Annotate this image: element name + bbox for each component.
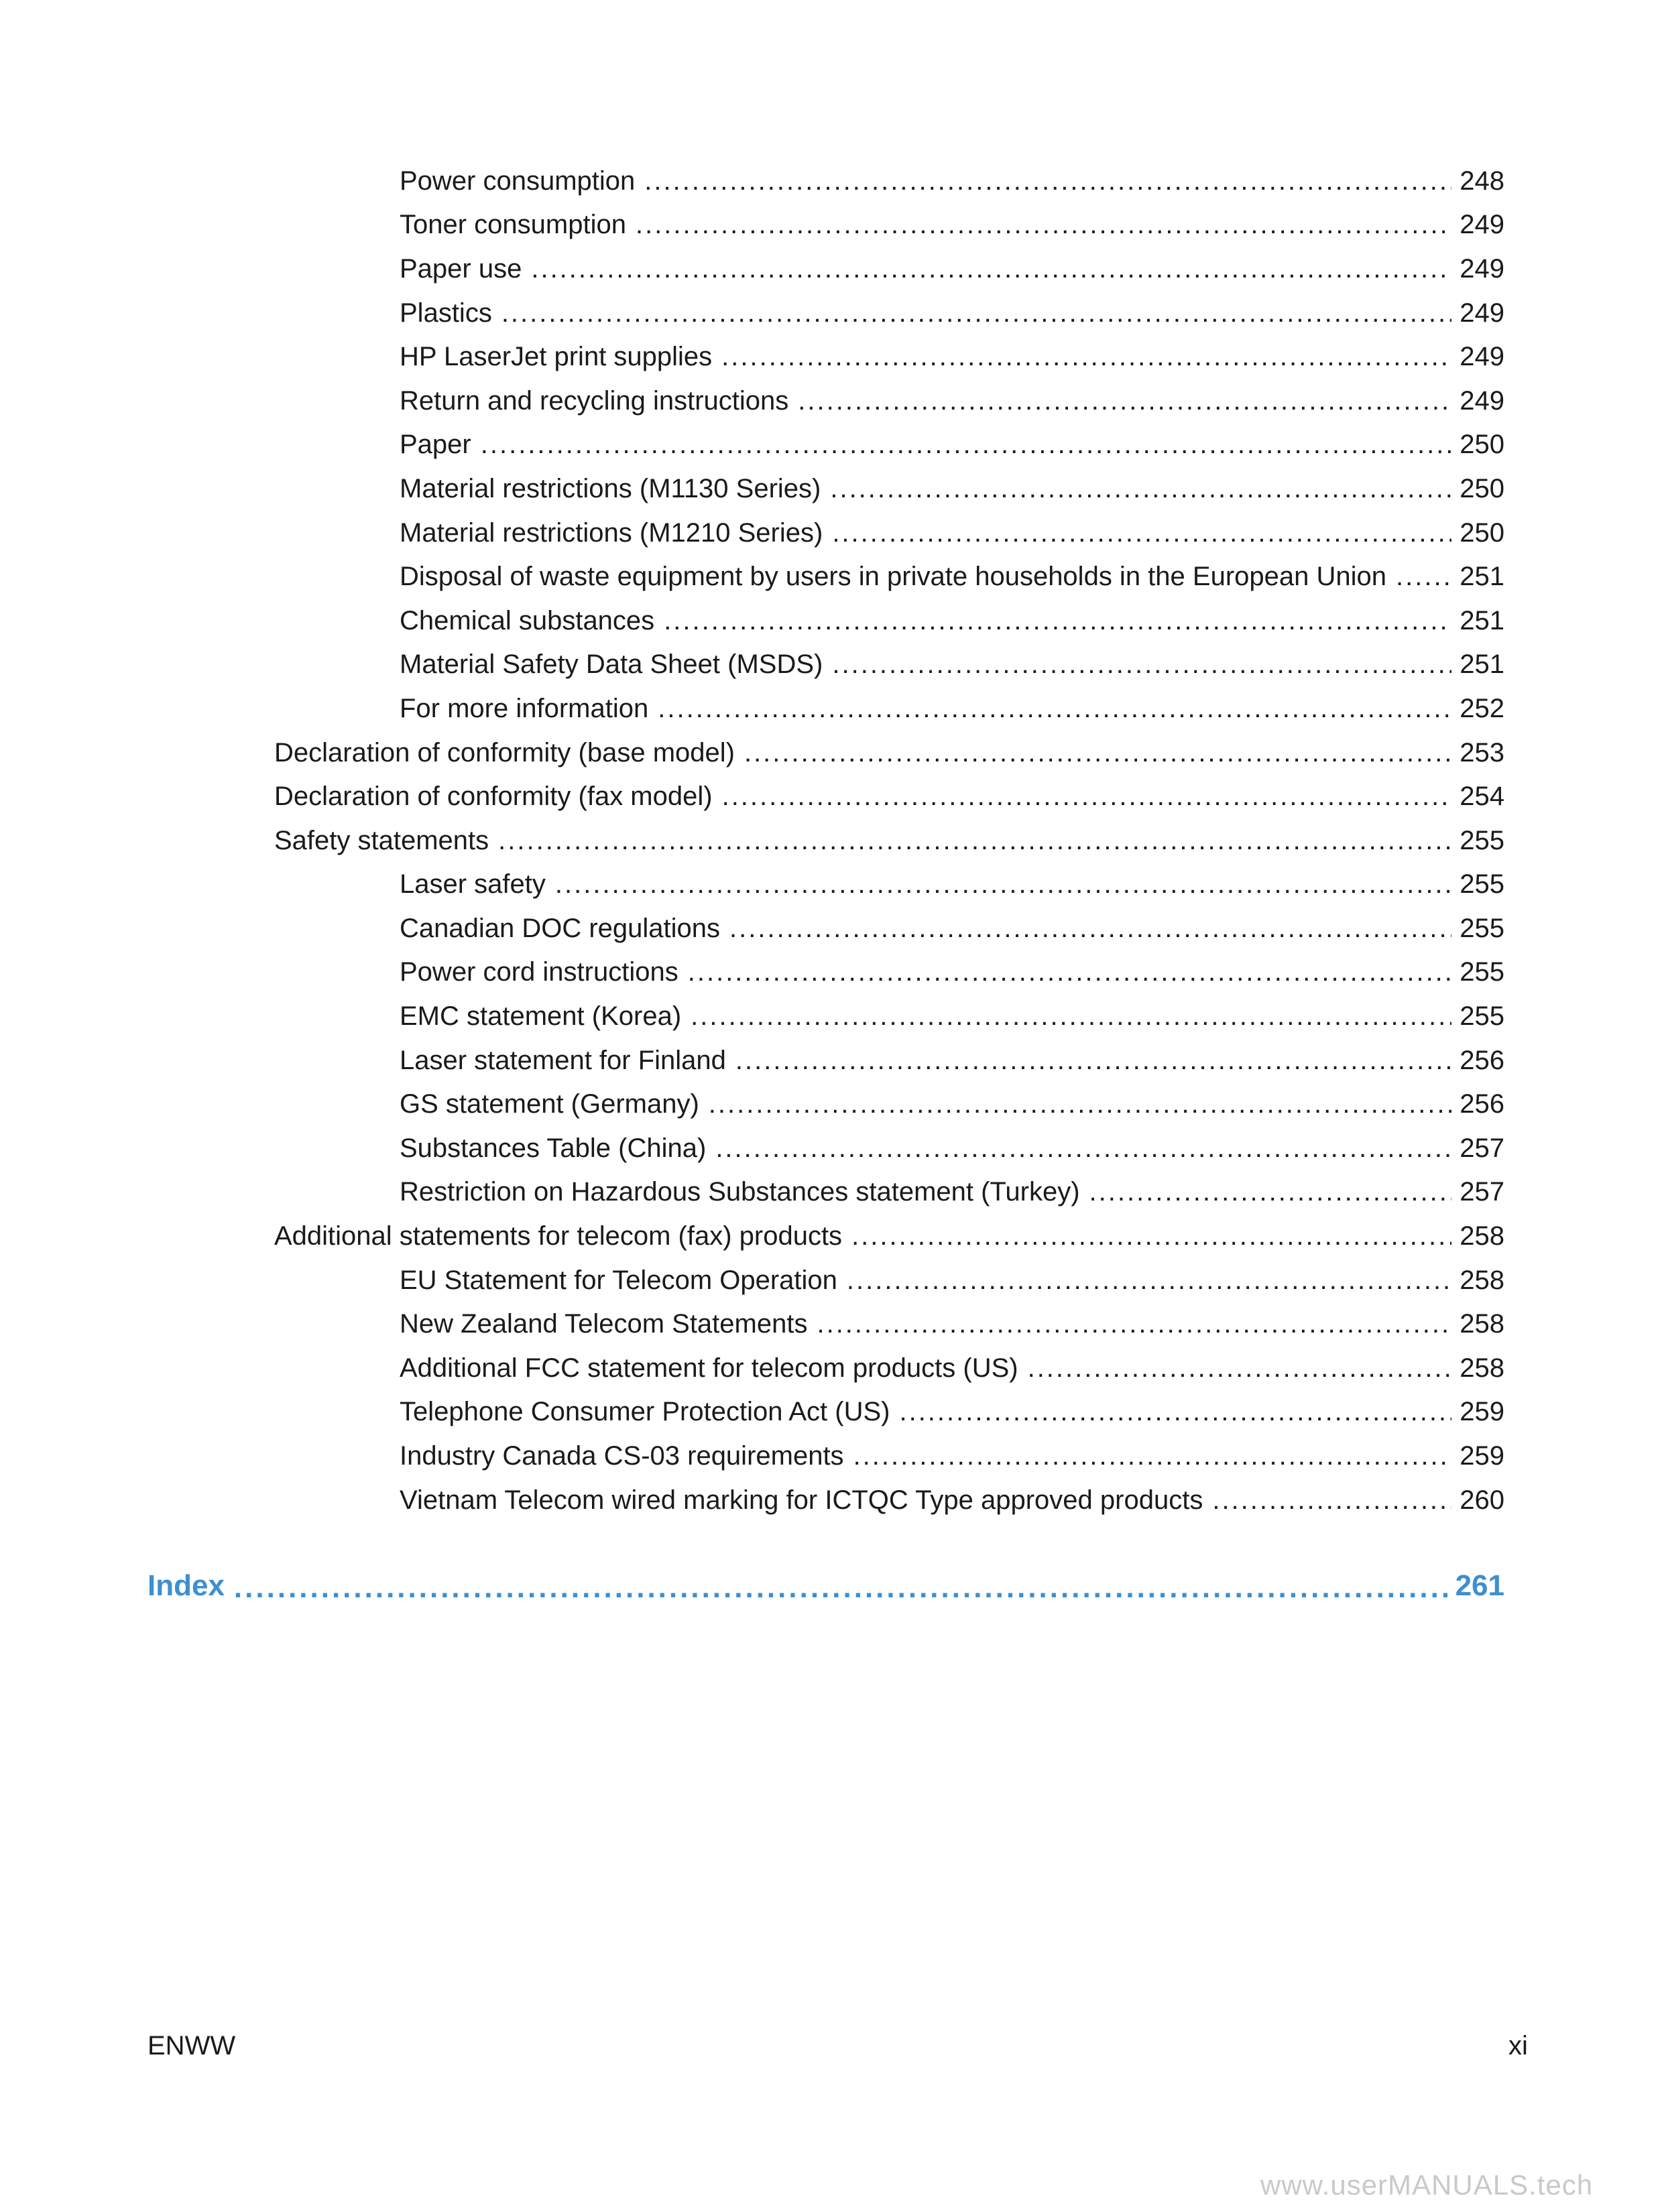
toc-entry[interactable] [274,774,1504,818]
toc-entry[interactable] [400,247,1504,291]
toc-entry[interactable] [400,554,1504,599]
dot-leader [481,431,1452,458]
dot-leader [1212,1487,1451,1514]
dot-leader [851,1223,1451,1249]
toc-entry-title: Declaration of conformity (fax model) [274,782,713,812]
dot-leader [830,475,1451,502]
toc-entry-title: Power consumption [400,166,636,196]
toc-entry-title: Additional statements for telecom (fax) products [274,1221,843,1251]
toc-entry[interactable] [400,1346,1504,1390]
watermark: www.userMANUALS.tech [1260,2169,1594,2201]
toc-entry-page: 260 [1460,1485,1504,1515]
toc-entry[interactable] [274,1214,1504,1258]
toc-entry-page: 255 [1460,869,1504,900]
toc-entry-title: For more information [400,693,649,723]
dot-leader [531,255,1451,282]
toc-entry-page: 251 [1460,562,1504,592]
toc-entry-title: Laser statement for Finland [400,1045,726,1075]
toc-entry[interactable] [400,1390,1504,1434]
toc-entry-page: 253 [1460,737,1504,767]
toc-entry-title: Telephone Consumer Protection Act (US) [400,1397,890,1427]
toc-entry-page: 258 [1460,1265,1504,1295]
toc-entry[interactable] [400,203,1504,247]
toc-entry[interactable] [400,1258,1504,1302]
toc-entry-title: Vietnam Telecom wired marking for ICTQC Type approved products [400,1485,1203,1515]
toc-entry[interactable] [400,334,1504,379]
toc-entry-title: Substances Table (China) [400,1133,707,1163]
toc-entry-page: 258 [1460,1353,1504,1383]
toc-entry-title: Index [147,1569,225,1602]
toc-entry-page: 249 [1460,298,1504,328]
dot-leader [709,1091,1451,1117]
toc-entry-page: 257 [1460,1177,1504,1207]
toc-entry-title: Additional FCC statement for telecom products (US) [400,1353,1018,1383]
toc-entry[interactable] [400,643,1504,687]
toc-entry-title: Canadian DOC regulations [400,913,721,943]
toc-entry[interactable] [400,1038,1504,1083]
dot-leader [658,695,1451,722]
dot-leader [501,300,1451,326]
toc-entry-page: 251 [1460,605,1504,635]
toc-entry[interactable] [400,994,1504,1038]
toc-entry-page: 257 [1460,1133,1504,1163]
toc-entry-page: 249 [1460,385,1504,416]
toc-entry[interactable] [274,731,1504,775]
dot-leader [715,1135,1451,1162]
page-number: xi [1508,2031,1528,2061]
toc-entry[interactable] [400,906,1504,950]
toc-entry[interactable] [400,686,1504,731]
dot-leader [1028,1355,1452,1381]
toc-entry-title: EMC statement (Korea) [400,1001,682,1032]
toc-entry-title: HP LaserJet print supplies [400,342,713,372]
dot-leader [798,387,1451,414]
dot-leader [234,1571,1447,1601]
toc-entry-title: Toner consumption [400,210,626,240]
toc-entry-title: Laser safety [400,869,546,900]
toc-entry[interactable] [400,159,1504,203]
toc-entry-page: 258 [1460,1309,1504,1339]
toc-entry[interactable] [400,379,1504,423]
toc-entry-title: Return and recycling instructions [400,385,789,416]
toc-entry-page: 249 [1460,342,1504,372]
toc-entry[interactable] [400,599,1504,643]
toc-entry-title: Material restrictions (M1130 Series) [400,473,821,503]
toc-entry-title: Industry Canada CS-03 requirements [400,1441,844,1471]
toc-entry-title: Material restrictions (M1210 Series) [400,517,823,548]
dot-leader [832,651,1451,678]
toc-entry[interactable] [400,1082,1504,1126]
toc-entry-title: Safety statements [274,825,489,855]
toc-entry-page: 256 [1460,1089,1504,1119]
toc-entry[interactable] [400,950,1504,995]
dot-leader [644,168,1451,194]
dot-leader [688,959,1452,985]
toc-entry[interactable] [400,1478,1504,1522]
dot-leader [847,1267,1451,1294]
toc-entry-page: 252 [1460,693,1504,723]
toc-entry-title: Chemical substances [400,605,655,635]
toc-entry[interactable] [400,863,1504,907]
toc-entry-title: Power cord instructions [400,957,678,987]
dot-leader [735,1047,1451,1074]
toc-entry-title: Paper [400,430,471,460]
toc-entry-page: 258 [1460,1221,1504,1251]
toc-entry[interactable] [400,1170,1504,1215]
toc-entry-page: 255 [1460,1001,1504,1032]
toc-entry-page: 251 [1460,650,1504,680]
toc-entry-title: Disposal of waste equipment by users in private households in the European Union [400,562,1386,592]
toc-entry-page: 259 [1460,1397,1504,1427]
toc-entry-page: 261 [1455,1569,1504,1602]
toc-entry-title: Declaration of conformity (base model) [274,737,735,767]
dot-leader [555,871,1451,898]
dot-leader [691,1003,1451,1030]
dot-leader [636,211,1451,238]
toc-entry[interactable] [400,1434,1504,1478]
toc-entry-page: 249 [1460,253,1504,284]
toc-entry[interactable] [400,511,1504,555]
toc-entry-page: 255 [1460,825,1504,855]
toc-entry-page: 250 [1460,430,1504,460]
toc-entry-title: Restriction on Hazardous Substances statement (Turkey) [400,1177,1080,1207]
dot-leader [722,783,1452,810]
table-of-contents [0,159,1662,1522]
toc-entry[interactable] [400,291,1504,335]
dot-leader [832,519,1451,546]
toc-entry[interactable] [400,1302,1504,1346]
dot-leader [664,607,1451,634]
toc-entry-page: 254 [1460,782,1504,812]
dot-leader [729,915,1451,942]
dot-leader [744,739,1451,766]
dot-leader [1089,1178,1452,1205]
toc-entry-title: GS statement (Germany) [400,1089,699,1119]
toc-entry-page: 255 [1460,957,1504,987]
toc-entry-title: Paper use [400,253,522,284]
toc-entry[interactable] [400,467,1504,511]
toc-entry-page: 259 [1460,1441,1504,1471]
toc-entry-title: EU Statement for Telecom Operation [400,1265,837,1295]
dot-leader [721,343,1451,370]
dot-leader [853,1442,1452,1469]
toc-entry-index[interactable] [147,1562,1504,1610]
dot-leader [817,1310,1451,1337]
toc-entry-page: 255 [1460,913,1504,943]
footer-label: ENWW [147,2031,236,2061]
toc-entry[interactable] [274,818,1504,863]
toc-entry-page: 249 [1460,210,1504,240]
dot-leader [1396,563,1451,590]
dot-leader [498,827,1451,854]
toc-entry-title: Material Safety Data Sheet (MSDS) [400,650,823,680]
toc-entry[interactable] [400,1126,1504,1170]
toc-entry-title: New Zealand Telecom Statements [400,1309,808,1339]
toc-entry[interactable] [400,423,1504,467]
toc-entry-page: 250 [1460,517,1504,548]
toc-entry-page: 256 [1460,1045,1504,1075]
toc-entry-title: Plastics [400,298,492,328]
toc-entry-page: 250 [1460,473,1504,503]
toc-entry-page: 248 [1460,166,1504,196]
dot-leader [899,1398,1451,1425]
